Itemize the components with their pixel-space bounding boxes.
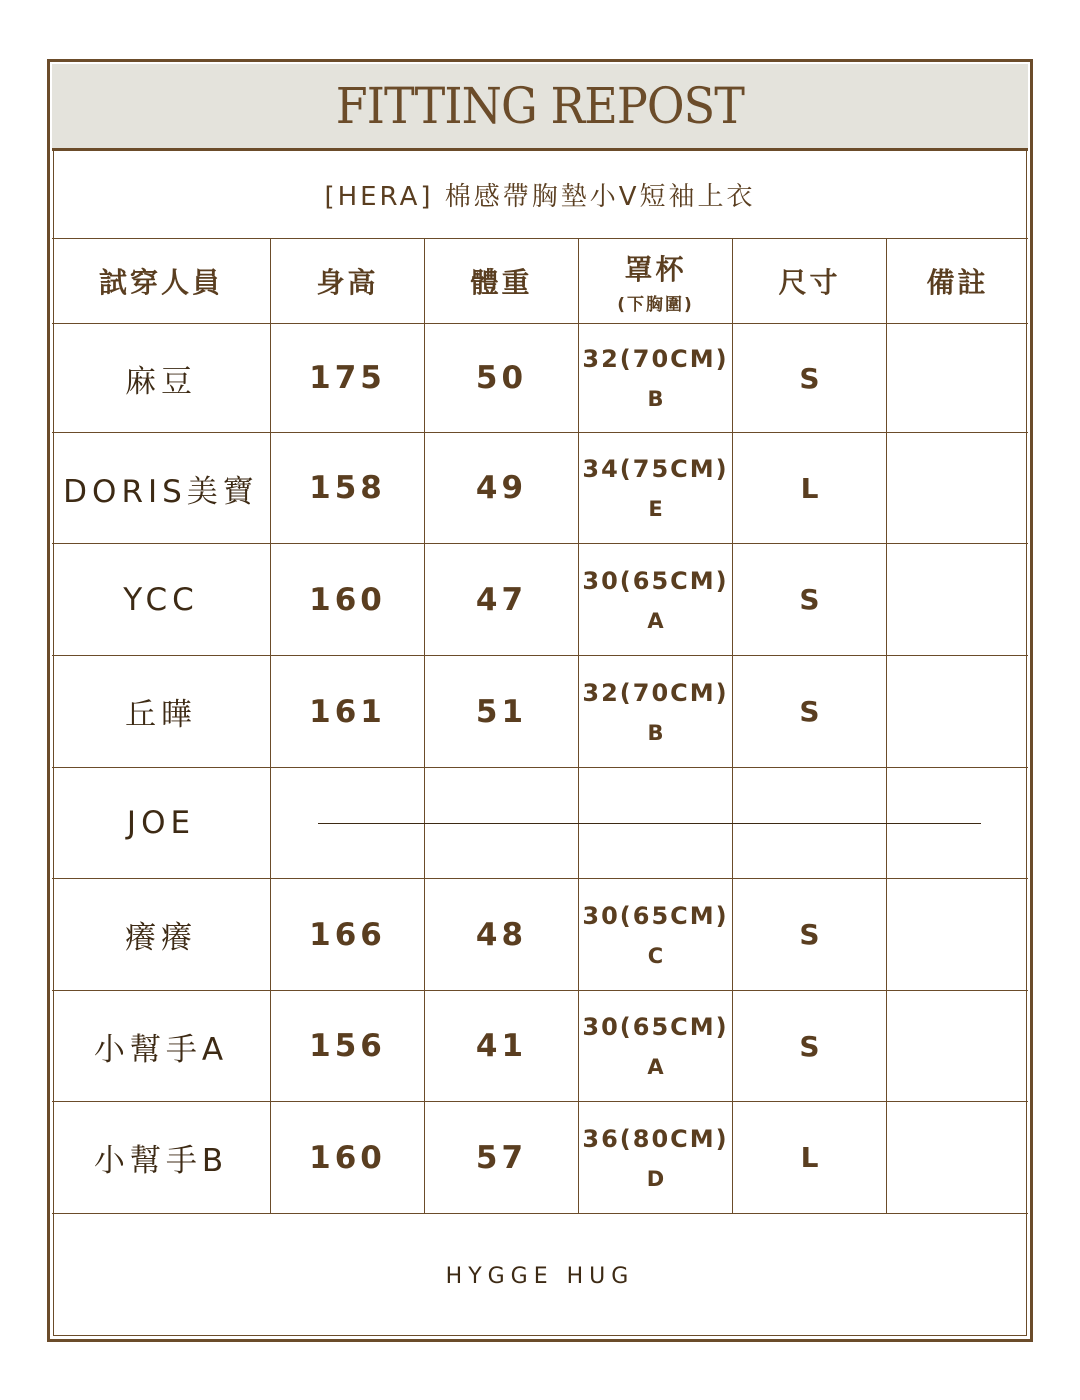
- cup-measure: 34(75CM): [582, 455, 729, 483]
- row-height: 160: [309, 581, 386, 618]
- row-weight: 47: [475, 581, 528, 618]
- table-cell-weight: [425, 544, 578, 655]
- cup-measure: 36(80CM): [582, 1124, 729, 1153]
- table-cell-note: [887, 1102, 1028, 1213]
- header-size-label: 尺寸: [778, 266, 841, 299]
- table-cell-name: [52, 1102, 270, 1213]
- tester-name: DORIS美寶: [63, 473, 259, 510]
- header-height: [271, 239, 424, 323]
- table-cell-cup: [579, 656, 732, 767]
- tester-name: JOE: [126, 805, 196, 841]
- header-cup: [579, 239, 732, 323]
- table-cell-name: [52, 544, 270, 655]
- table-cell-note: [887, 879, 1028, 990]
- title-band: [52, 64, 1028, 151]
- header-weight-label: 體重: [470, 266, 533, 299]
- cup-letter: B: [647, 720, 664, 745]
- row-weight: 41: [475, 1028, 528, 1064]
- table-cell-name: [52, 768, 270, 878]
- header-tester: [52, 239, 270, 323]
- product-subtitle: [HERA] 棉感帶胸墊小V短袖上衣: [324, 182, 756, 212]
- table-cell-height: [271, 544, 424, 655]
- row-size: S: [799, 361, 820, 395]
- table-cell-cup: [579, 1102, 732, 1213]
- row-height: 160: [309, 1139, 386, 1176]
- table-cell-height: [271, 1102, 424, 1213]
- cup-letter: A: [647, 1055, 664, 1079]
- table-cell-height: [271, 656, 424, 767]
- table-cell-size: [733, 879, 886, 990]
- table-cell-name: [52, 879, 270, 990]
- cup-measure: 30(65CM): [582, 1013, 729, 1041]
- tester-name: 小幫手B: [93, 1143, 229, 1179]
- row-height: 175: [309, 360, 386, 396]
- table-cell-cup: [579, 324, 732, 432]
- row-size: L: [800, 471, 819, 505]
- cup-letter: B: [647, 387, 664, 411]
- tester-name: YCC: [123, 581, 199, 618]
- table-cell-size: [733, 656, 886, 767]
- tester-name: 癢癢: [125, 920, 197, 956]
- header-cup-label: 罩杯: [624, 252, 687, 286]
- table-cell-note: [887, 324, 1028, 432]
- tester-name: 小幫手A: [93, 1031, 229, 1068]
- header-note: [887, 239, 1028, 323]
- row-size: S: [799, 695, 820, 728]
- tester-name: 麻豆: [125, 363, 197, 400]
- joe-empty-dash: [318, 823, 981, 824]
- table-cell-size: [733, 1102, 886, 1213]
- table-cell-note: [887, 544, 1028, 655]
- row-size: L: [800, 1141, 819, 1174]
- table-cell-note: [887, 433, 1028, 543]
- table-cell-weight: [425, 1102, 578, 1213]
- row-weight: 49: [475, 470, 528, 506]
- cup-letter: D: [646, 1166, 665, 1191]
- table-cell-weight: [425, 656, 578, 767]
- table-cell-cup: [579, 433, 732, 543]
- header-weight: [425, 239, 578, 323]
- cup-letter: E: [648, 497, 663, 521]
- header-height-label: 身高: [316, 266, 379, 299]
- row-weight: 51: [475, 693, 528, 730]
- row-weight: 50: [475, 360, 528, 396]
- row-weight: 57: [475, 1139, 528, 1176]
- table-cell-note: [887, 991, 1028, 1101]
- cup-measure: 30(65CM): [582, 566, 729, 595]
- row-height: 156: [309, 1028, 386, 1064]
- cup-letter: C: [647, 943, 664, 968]
- table-cell-weight: [425, 879, 578, 990]
- table-cell-height: [271, 433, 424, 543]
- table-cell-cup: [579, 991, 732, 1101]
- page-title: FITTING REPOST: [335, 77, 745, 135]
- table-cell-cup: [579, 879, 732, 990]
- brand-footer: HYGGE HUG: [445, 1263, 635, 1289]
- table-cell-weight: [425, 433, 578, 543]
- header-note-label: 備註: [926, 266, 989, 299]
- table-cell-name: [52, 433, 270, 543]
- row-height: 166: [309, 916, 386, 953]
- tester-name: 丘曄: [125, 697, 197, 733]
- table-cell-height: [271, 324, 424, 432]
- table-cell-size: [733, 324, 886, 432]
- table-cell-name: [52, 991, 270, 1101]
- grid-line: [52, 1213, 1028, 1214]
- cup-measure: 32(70CM): [582, 678, 729, 707]
- row-size: S: [799, 583, 820, 616]
- header-size: [733, 239, 886, 323]
- table-cell-note: [887, 656, 1028, 767]
- table-cell-name: [52, 656, 270, 767]
- table-cell-cup: [579, 544, 732, 655]
- table-cell-name: [52, 324, 270, 432]
- row-height: 161: [309, 693, 386, 730]
- cup-measure: 32(70CM): [582, 345, 729, 373]
- table-cell-height: [271, 879, 424, 990]
- table-cell-size: [733, 433, 886, 543]
- table-cell-height: [271, 991, 424, 1101]
- table-cell-weight: [425, 324, 578, 432]
- row-weight: 48: [475, 916, 528, 953]
- cup-letter: A: [647, 608, 664, 633]
- row-height: 158: [309, 470, 386, 506]
- header-tester-label: 試穿人員: [98, 266, 223, 299]
- header-cup-sub-label: (下胸圍): [617, 294, 694, 315]
- table-cell-size: [733, 991, 886, 1101]
- table-cell-weight: [425, 991, 578, 1101]
- table-cell-size: [733, 544, 886, 655]
- row-size: S: [799, 918, 820, 951]
- row-size: S: [799, 1029, 820, 1063]
- cup-measure: 30(65CM): [582, 901, 729, 930]
